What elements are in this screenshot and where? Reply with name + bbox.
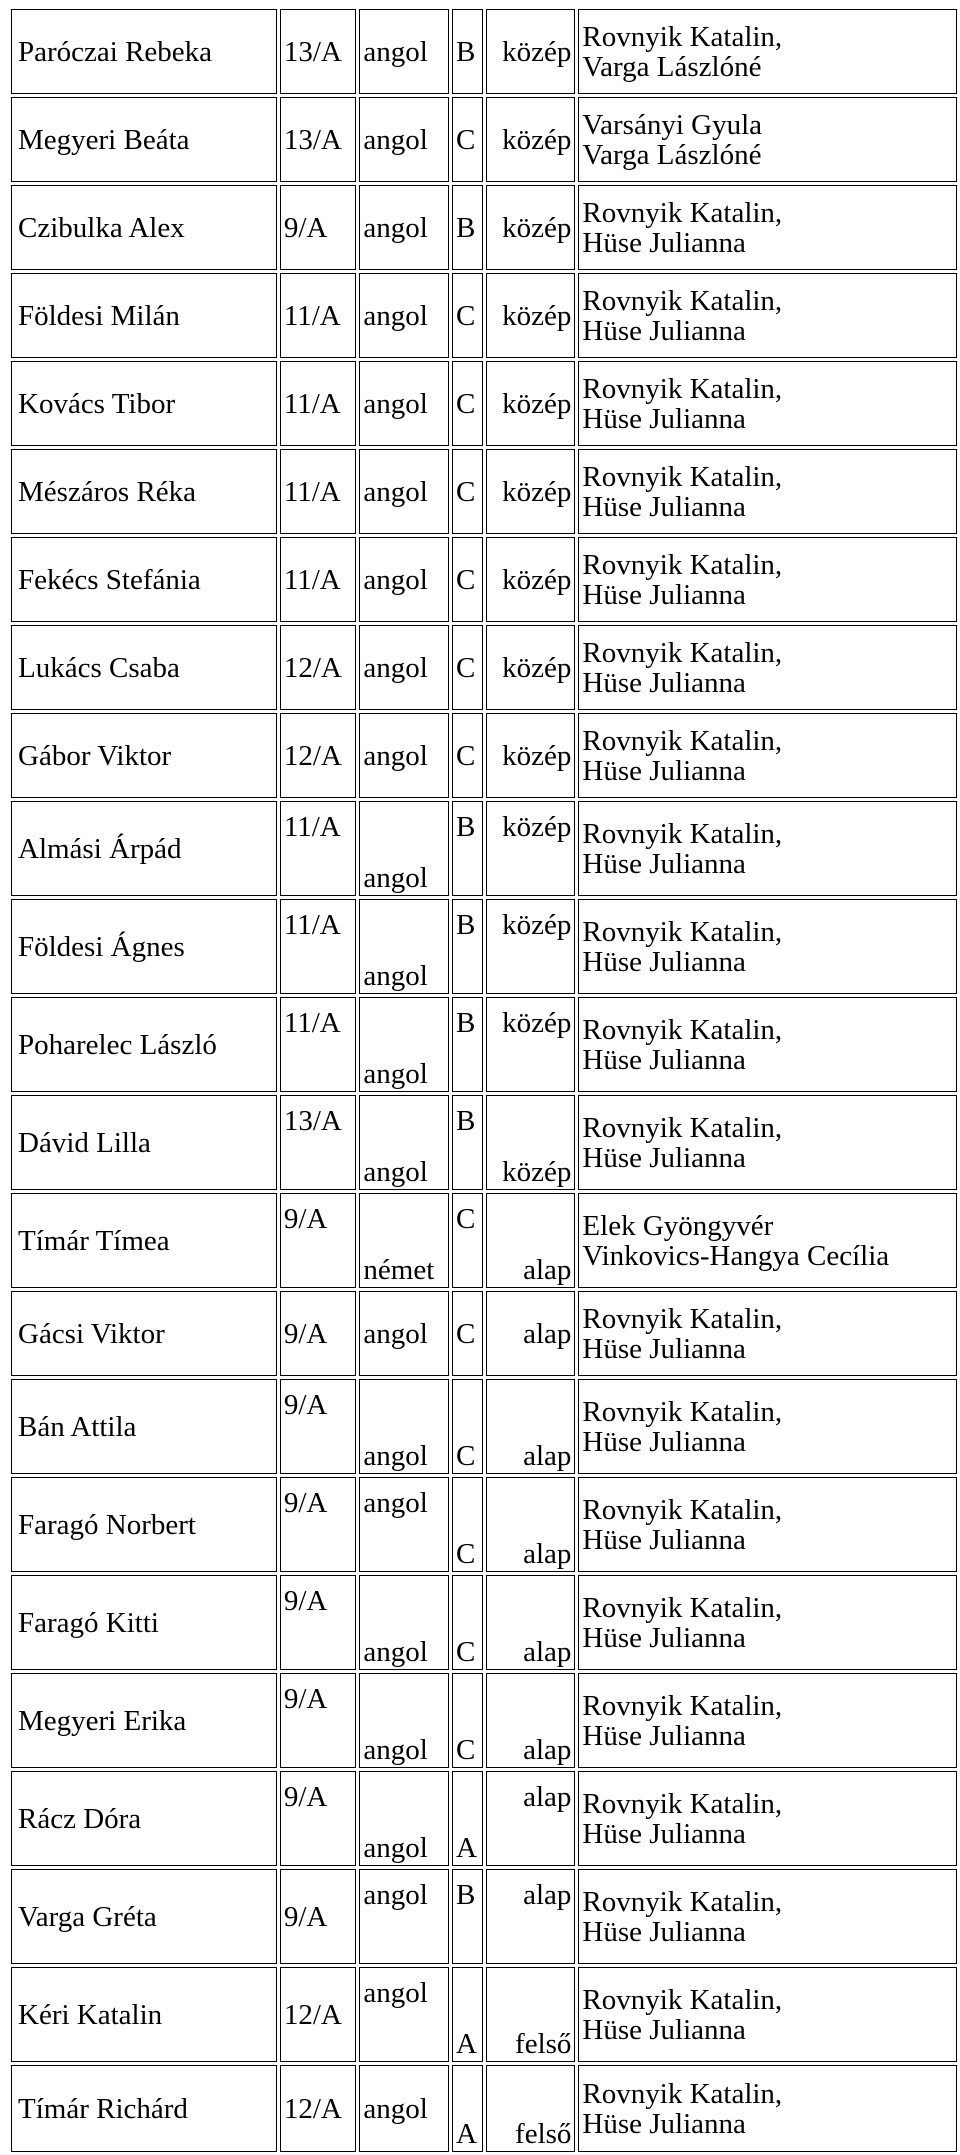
teacher-name: Varsányi Gyula bbox=[582, 108, 763, 141]
language-cell: angol bbox=[359, 1477, 449, 1572]
language-cell: angol bbox=[359, 185, 449, 270]
student-name-cell: Megyeri Erika bbox=[11, 1673, 277, 1768]
table-row bbox=[11, 361, 957, 446]
teacher-name: Hüse Julianna bbox=[582, 1621, 746, 1654]
class-cell: 9/A bbox=[280, 1193, 357, 1288]
language-cell: német bbox=[359, 1193, 449, 1288]
level-cell: alap bbox=[486, 1673, 576, 1768]
group-cell: B bbox=[452, 801, 483, 896]
teacher-name: Rovnyik Katalin, bbox=[582, 1302, 783, 1335]
table-row bbox=[11, 1673, 957, 1768]
teacher-name: Rovnyik Katalin, bbox=[582, 817, 783, 850]
level-cell: közép bbox=[486, 361, 576, 446]
language-cell: angol bbox=[359, 997, 449, 1092]
level-cell: közép bbox=[486, 537, 576, 622]
teacher-name: Rovnyik Katalin, bbox=[582, 1493, 783, 1526]
student-name-cell: Bán Attila bbox=[11, 1379, 277, 1474]
level-cell: közép bbox=[486, 899, 576, 994]
teachers-cell bbox=[578, 801, 957, 896]
table-row bbox=[11, 625, 957, 710]
student-name-cell: Földesi Milán bbox=[11, 273, 277, 358]
group-cell: B bbox=[452, 9, 483, 94]
teacher-name: Hüse Julianna bbox=[582, 490, 746, 523]
level-cell: közép bbox=[486, 625, 576, 710]
language-cell: angol bbox=[359, 1967, 449, 2062]
language-cell: angol bbox=[359, 9, 449, 94]
table-row bbox=[11, 801, 957, 896]
group-cell: C bbox=[452, 537, 483, 622]
table-body bbox=[11, 9, 957, 2152]
teachers-cell bbox=[578, 1967, 957, 2062]
teachers-cell bbox=[578, 1291, 957, 1376]
teachers-cell bbox=[578, 185, 957, 270]
teacher-name: Hüse Julianna bbox=[582, 2013, 746, 2046]
group-cell: C bbox=[452, 97, 483, 182]
teachers-cell bbox=[578, 1575, 957, 1670]
teacher-name: Hüse Julianna bbox=[582, 754, 746, 787]
student-name-cell: Kéri Katalin bbox=[11, 1967, 277, 2062]
table-row bbox=[11, 1771, 957, 1866]
teachers-cell bbox=[578, 1193, 957, 1288]
table-row bbox=[11, 537, 957, 622]
class-cell: 9/A bbox=[280, 1869, 357, 1964]
teacher-name: Hüse Julianna bbox=[582, 1523, 746, 1556]
level-cell: alap bbox=[486, 1575, 576, 1670]
student-name-cell: Faragó Norbert bbox=[11, 1477, 277, 1572]
language-cell: angol bbox=[359, 1673, 449, 1768]
teacher-name: Rovnyik Katalin, bbox=[582, 636, 783, 669]
teacher-name: Rovnyik Katalin, bbox=[582, 724, 783, 757]
teacher-name: Rovnyik Katalin, bbox=[582, 548, 783, 581]
table-row bbox=[11, 1193, 957, 1288]
student-name-cell: Tímár Tímea bbox=[11, 1193, 277, 1288]
teacher-name: Rovnyik Katalin, bbox=[582, 1013, 783, 1046]
class-cell: 9/A bbox=[280, 1575, 357, 1670]
level-cell: közép bbox=[486, 185, 576, 270]
language-cell: angol bbox=[359, 1771, 449, 1866]
teacher-name: Hüse Julianna bbox=[582, 226, 746, 259]
language-cell: angol bbox=[359, 1095, 449, 1190]
group-cell: A bbox=[452, 2065, 483, 2152]
student-name-cell: Rácz Dóra bbox=[11, 1771, 277, 1866]
teachers-cell bbox=[578, 1673, 957, 1768]
teachers-cell bbox=[578, 1771, 957, 1866]
teacher-name: Hüse Julianna bbox=[582, 666, 746, 699]
teacher-name: Hüse Julianna bbox=[582, 2107, 746, 2140]
teacher-name: Rovnyik Katalin, bbox=[582, 1111, 783, 1144]
level-cell: közép bbox=[486, 1095, 576, 1190]
class-cell: 12/A bbox=[280, 625, 357, 710]
table-row bbox=[11, 1379, 957, 1474]
teachers-cell bbox=[578, 997, 957, 1092]
student-name-cell: Poharelec László bbox=[11, 997, 277, 1092]
language-cell: angol bbox=[359, 2065, 449, 2152]
level-cell: közép bbox=[486, 713, 576, 798]
teacher-name: Rovnyik Katalin, bbox=[582, 1689, 783, 1722]
class-cell: 11/A bbox=[280, 361, 357, 446]
table-row bbox=[11, 1967, 957, 2062]
group-cell: C bbox=[452, 713, 483, 798]
group-cell: C bbox=[452, 361, 483, 446]
teacher-name: Hüse Julianna bbox=[582, 1332, 746, 1365]
teacher-name: Rovnyik Katalin, bbox=[582, 1591, 783, 1624]
group-cell: C bbox=[452, 625, 483, 710]
group-cell: B bbox=[452, 1095, 483, 1190]
level-cell: közép bbox=[486, 449, 576, 534]
teachers-cell bbox=[578, 2065, 957, 2152]
teachers-cell bbox=[578, 537, 957, 622]
teacher-name: Varga Lászlóné bbox=[582, 50, 762, 83]
student-name-cell: Gábor Viktor bbox=[11, 713, 277, 798]
student-name-cell: Kovács Tibor bbox=[11, 361, 277, 446]
group-cell: B bbox=[452, 1869, 483, 1964]
level-cell: felső bbox=[486, 2065, 576, 2152]
group-cell: C bbox=[452, 273, 483, 358]
teacher-name: Elek Gyöngyvér bbox=[582, 1209, 774, 1242]
teachers-cell bbox=[578, 9, 957, 94]
group-cell: B bbox=[452, 997, 483, 1092]
class-cell: 9/A bbox=[280, 1291, 357, 1376]
teacher-name: Rovnyik Katalin, bbox=[582, 196, 783, 229]
student-name-cell: Paróczai Rebeka bbox=[11, 9, 277, 94]
teacher-name: Rovnyik Katalin, bbox=[582, 1395, 783, 1428]
student-name-cell: Varga Gréta bbox=[11, 1869, 277, 1964]
level-cell: közép bbox=[486, 97, 576, 182]
teachers-cell bbox=[578, 1477, 957, 1572]
student-name-cell: Mészáros Réka bbox=[11, 449, 277, 534]
student-name-cell: Tímár Richárd bbox=[11, 2065, 277, 2152]
level-cell: közép bbox=[486, 997, 576, 1092]
level-cell: alap bbox=[486, 1869, 576, 1964]
group-cell: C bbox=[452, 1477, 483, 1572]
level-cell: alap bbox=[486, 1477, 576, 1572]
table-row bbox=[11, 1095, 957, 1190]
teacher-name: Rovnyik Katalin, bbox=[582, 20, 783, 53]
teacher-name: Rovnyik Katalin, bbox=[582, 2077, 783, 2110]
teacher-name: Rovnyik Katalin, bbox=[582, 1885, 783, 1918]
teachers-cell bbox=[578, 899, 957, 994]
teacher-name: Hüse Julianna bbox=[582, 314, 746, 347]
student-name-cell: Megyeri Beáta bbox=[11, 97, 277, 182]
teacher-name: Hüse Julianna bbox=[582, 578, 746, 611]
table-row bbox=[11, 273, 957, 358]
group-cell: C bbox=[452, 1575, 483, 1670]
teacher-name: Rovnyik Katalin, bbox=[582, 915, 783, 948]
teacher-name: Hüse Julianna bbox=[582, 1719, 746, 1752]
teacher-name: Rovnyik Katalin, bbox=[582, 372, 783, 405]
teachers-cell bbox=[578, 273, 957, 358]
student-name-cell: Lukács Csaba bbox=[11, 625, 277, 710]
teacher-name: Rovnyik Katalin, bbox=[582, 284, 783, 317]
class-cell: 11/A bbox=[280, 537, 357, 622]
student-name-cell: Földesi Ágnes bbox=[11, 899, 277, 994]
level-cell: alap bbox=[486, 1379, 576, 1474]
class-cell: 11/A bbox=[280, 273, 357, 358]
class-cell: 13/A bbox=[280, 9, 357, 94]
table-row bbox=[11, 9, 957, 94]
teachers-cell bbox=[578, 713, 957, 798]
language-cell: angol bbox=[359, 97, 449, 182]
table-row bbox=[11, 1575, 957, 1670]
student-name-cell: Gácsi Viktor bbox=[11, 1291, 277, 1376]
group-cell: C bbox=[452, 449, 483, 534]
group-cell: C bbox=[452, 1673, 483, 1768]
group-cell: A bbox=[452, 1771, 483, 1866]
group-cell: A bbox=[452, 1967, 483, 2062]
teacher-name: Hüse Julianna bbox=[582, 402, 746, 435]
teacher-name: Rovnyik Katalin, bbox=[582, 460, 783, 493]
level-cell: alap bbox=[486, 1291, 576, 1376]
class-cell: 12/A bbox=[280, 2065, 357, 2152]
teachers-cell bbox=[578, 449, 957, 534]
level-cell: közép bbox=[486, 801, 576, 896]
class-cell: 9/A bbox=[280, 1379, 357, 1474]
class-cell: 13/A bbox=[280, 97, 357, 182]
group-cell: B bbox=[452, 899, 483, 994]
level-cell: alap bbox=[486, 1193, 576, 1288]
teacher-name: Hüse Julianna bbox=[582, 1915, 746, 1948]
language-cell: angol bbox=[359, 801, 449, 896]
class-cell: 9/A bbox=[280, 185, 357, 270]
teacher-name: Rovnyik Katalin, bbox=[582, 1983, 783, 2016]
class-cell: 12/A bbox=[280, 713, 357, 798]
class-cell: 9/A bbox=[280, 1477, 357, 1572]
teachers-cell bbox=[578, 1869, 957, 1964]
teacher-name: Hüse Julianna bbox=[582, 847, 746, 880]
group-cell: C bbox=[452, 1193, 483, 1288]
group-cell: C bbox=[452, 1291, 483, 1376]
table-row bbox=[11, 713, 957, 798]
teacher-name: Hüse Julianna bbox=[582, 1141, 746, 1174]
student-name-cell: Czibulka Alex bbox=[11, 185, 277, 270]
teachers-cell bbox=[578, 97, 957, 182]
teacher-name: Hüse Julianna bbox=[582, 1817, 746, 1850]
level-cell: alap bbox=[486, 1771, 576, 1866]
language-cell: angol bbox=[359, 625, 449, 710]
level-cell: közép bbox=[486, 273, 576, 358]
teacher-name: Varga Lászlóné bbox=[582, 138, 762, 171]
teacher-name: Vinkovics-Hangya Cecília bbox=[582, 1239, 890, 1272]
table-row bbox=[11, 899, 957, 994]
language-cell: angol bbox=[359, 273, 449, 358]
teachers-cell bbox=[578, 1095, 957, 1190]
language-cell: angol bbox=[359, 537, 449, 622]
teachers-cell bbox=[578, 1379, 957, 1474]
student-exam-table bbox=[8, 6, 960, 2155]
student-name-cell: Fekécs Stefánia bbox=[11, 537, 277, 622]
language-cell: angol bbox=[359, 713, 449, 798]
table-row bbox=[11, 997, 957, 1092]
table-row bbox=[11, 1291, 957, 1376]
group-cell: B bbox=[452, 185, 483, 270]
teacher-name: Hüse Julianna bbox=[582, 945, 746, 978]
student-name-cell: Dávid Lilla bbox=[11, 1095, 277, 1190]
class-cell: 12/A bbox=[280, 1967, 357, 2062]
student-name-cell: Almási Árpád bbox=[11, 801, 277, 896]
language-cell: angol bbox=[359, 449, 449, 534]
teacher-name: Rovnyik Katalin, bbox=[582, 1787, 783, 1820]
table-row bbox=[11, 185, 957, 270]
language-cell: angol bbox=[359, 1379, 449, 1474]
class-cell: 9/A bbox=[280, 1673, 357, 1768]
class-cell: 9/A bbox=[280, 1771, 357, 1866]
class-cell: 11/A bbox=[280, 449, 357, 534]
teachers-cell bbox=[578, 361, 957, 446]
table-row bbox=[11, 449, 957, 534]
table-row bbox=[11, 97, 957, 182]
class-cell: 13/A bbox=[280, 1095, 357, 1190]
student-name-cell: Faragó Kitti bbox=[11, 1575, 277, 1670]
class-cell: 11/A bbox=[280, 801, 357, 896]
teachers-cell bbox=[578, 625, 957, 710]
table-row bbox=[11, 2065, 957, 2152]
level-cell: felső bbox=[486, 1967, 576, 2062]
language-cell: angol bbox=[359, 1869, 449, 1964]
level-cell: közép bbox=[486, 9, 576, 94]
language-cell: angol bbox=[359, 1291, 449, 1376]
language-cell: angol bbox=[359, 899, 449, 994]
table-row bbox=[11, 1477, 957, 1572]
table-row bbox=[11, 1869, 957, 1964]
teacher-name: Hüse Julianna bbox=[582, 1043, 746, 1076]
group-cell: C bbox=[452, 1379, 483, 1474]
language-cell: angol bbox=[359, 1575, 449, 1670]
class-cell: 11/A bbox=[280, 899, 357, 994]
class-cell: 11/A bbox=[280, 997, 357, 1092]
language-cell: angol bbox=[359, 361, 449, 446]
teacher-name: Hüse Julianna bbox=[582, 1425, 746, 1458]
